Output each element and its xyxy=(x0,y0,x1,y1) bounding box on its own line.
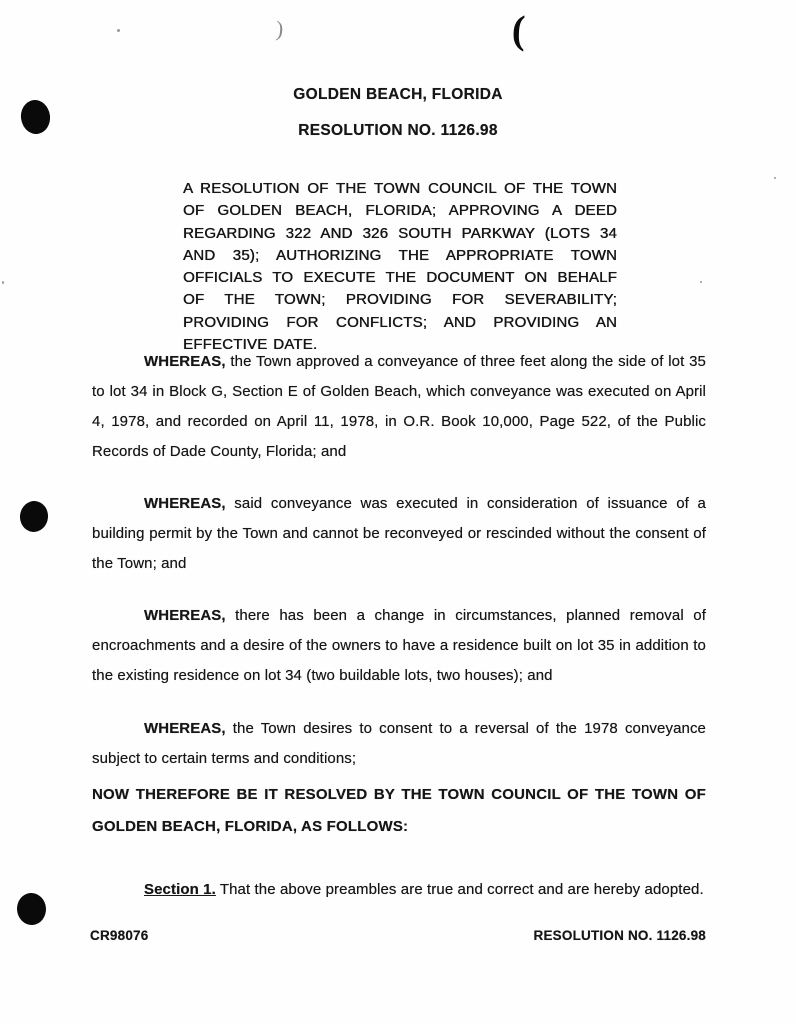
hole-punch-mark xyxy=(16,892,47,926)
scan-speck xyxy=(2,281,4,284)
footer-document-code: CR98076 xyxy=(90,928,149,943)
scan-speck xyxy=(774,177,776,179)
whereas-text: there has been a change in circumstances, planned removal of encroachments and a desire of the owners to have a residence built on lot 35 in addition to the existing residence on lot 34 (two buildable lots, two houses); and xyxy=(92,607,706,684)
whereas-clause-3 xyxy=(92,601,706,691)
whereas-lead: WHEREAS, xyxy=(144,495,226,512)
footer-resolution-number: RESOLUTION NO. 1126.98 xyxy=(533,928,706,943)
resolution-number-heading: RESOLUTION NO. 1126.98 xyxy=(298,122,498,139)
whereas-text: the Town desires to consent to a reversal of the 1978 conveyance subject to certain terms and conditions; xyxy=(92,720,706,767)
whereas-clause-2 xyxy=(92,489,706,579)
section-1-lead: Section 1. xyxy=(144,881,216,898)
hole-punch-mark xyxy=(18,500,49,534)
whereas-text: the Town approved a conveyance of three feet along the side of lot 35 to lot 34 in Block G, Section E of Golden Beach, which conveyance was executed on April 4, 1978, and recorded on April 11, 1978, in O.R. Book 10,000, Page 522, of the Public Records of Dade County, Florida; and xyxy=(92,353,706,460)
pen-paren-mark: ( xyxy=(511,6,527,53)
whereas-lead: WHEREAS, xyxy=(144,353,226,370)
document-title: GOLDEN BEACH, FLORIDA xyxy=(293,86,503,103)
section-1 xyxy=(92,875,722,905)
scan-speck xyxy=(117,29,120,32)
whereas-clause-1 xyxy=(92,347,706,467)
stray-paren-mark: ) xyxy=(275,15,285,42)
scan-speck xyxy=(700,281,702,283)
resolution-preamble: A RESOLUTION OF THE TOWN COUNCIL OF THE TOWN OF GOLDEN BEACH, FLORIDA; APPROVING A DEED REGARDING 322 AND 326 SOUTH PARKWAY (LOTS 34 AND 35); AUTHORIZING THE APPROPRIATE TOWN OFFICIALS TO EXECUTE THE DOCUMENT ON BEHALF OF THE TOWN; PROVIDING FOR SEVERABILITY; PROVIDING FOR CONFLICTS; AND PROVIDING AN EFFECTIVE DATE. xyxy=(183,180,617,354)
whereas-text: said conveyance was executed in consideration of issuance of a building permit by the Town and cannot be reconveyed or rescinded without the consent of the Town; and xyxy=(92,495,706,572)
whereas-clause-4 xyxy=(92,714,706,774)
resolved-clause: NOW THEREFORE BE IT RESOLVED BY THE TOWN COUNCIL OF THE TOWN OF GOLDEN BEACH, FLORIDA, AS FOLLOWS: xyxy=(92,786,706,835)
whereas-lead: WHEREAS, xyxy=(144,720,226,737)
section-1-text: That the above preambles are true and correct and are hereby adopted. xyxy=(215,881,704,898)
whereas-lead: WHEREAS, xyxy=(144,607,226,624)
